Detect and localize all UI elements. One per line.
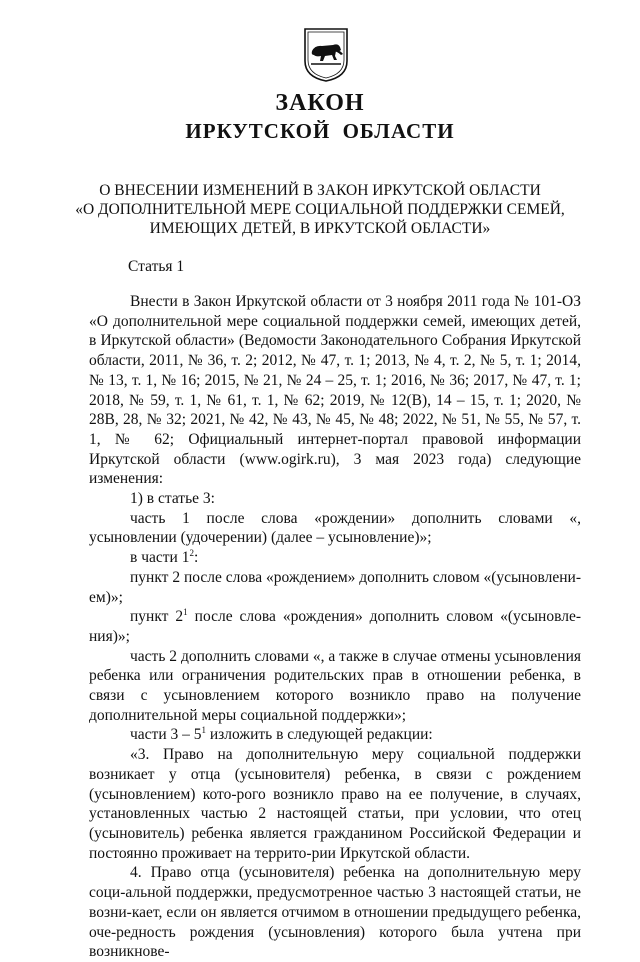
part-1-2-heading: в части $1^2$: xyxy=(130,548,199,567)
subtitle-line-2: «О ДОПОЛНИТЕЛЬНОЙ МЕРЕ СОЦИАЛЬНОЙ ПОДДЕРЖКИ СЕМЕЙ, xyxy=(75,201,565,218)
law-title: ЗАКОН xyxy=(275,90,365,116)
part-2-amendment: часть 2 дополнить словами «, а также в случае отмены усыновления ребенка или ограничения родительских прав в отношении ребенка, в связи с усыновлением которого возникло право на получение дополнительной меры социальной поддержки»; xyxy=(89,647,581,724)
subtitle-line-3: ИМЕЮЩИХ ДЕТЕЙ, В ИРКУТСКОЙ ОБЛАСТИ» xyxy=(149,220,491,237)
intro-paragraph: Внести в Закон Иркутской области от 3 ноября 2011 года № 101-ОЗ «О дополнительной мере социальной поддержки семей, имеющих детей, в Иркутской области» (Ведомости Законодательного Собрания Иркутской области, 2011, № 36, т. 2; 2012, № 47, т. 1; 2013, № 4, т. 2, № 5, т. 1; 2014, № 13, т. 1, № 16; 2015, № 21, № 24 – 25, т. 1; 2016, № 36; 2017, № 47, т. 1; 2018, № 59, т. 1, № 61, т. 1, № 62; 2019, № 12(В), 14 – 15, т. 1; 2020, № 28В, 28, № 32; 2021, № 42, № 43, № 45, № 48; 2022, № 51, № 55, № 57, т. 1, № 62; Официальный интернет-портал правовой информации Иркутской области (www.ogirk.ru), 3 мая 2023 года) следующие изменения: xyxy=(89,293,581,488)
parts-3-5-heading: части $3 - 5^1$ изложить в следующей редакции: xyxy=(130,725,433,744)
part-1-amendment: часть 1 после слова «рождении» дополнить словами «, усыновлении (удочерении) (далее – усыновление)»; xyxy=(89,509,581,547)
paragraph-3: «3. Право на дополнительную меру социальной поддержки возникает у отца (усыновителя) ребенка, в связи с рождением (усыновлением) кото-рого возникло право на ее получение, в случаях, установленных частью 2 настоящей статьи, при условии, что отец (усыновитель) ребенка является гражданином Российской Федерации и постоянно проживает на террито-рии Иркутской области. xyxy=(89,746,581,862)
region-title: ИРКУТСКОЙ ОБЛАСТИ xyxy=(185,119,455,143)
item-1: 1) в статье 3: xyxy=(130,490,215,508)
subtitle-line-1: О ВНЕСЕНИИ ИЗМЕНЕНИЙ В ЗАКОН ИРКУТСКОЙ ОБЛАСТИ xyxy=(99,182,541,199)
law-body xyxy=(89,292,581,962)
point-2-1-amendment: пункт $2^1$ после слова «рождения» дополнить словом «(усыновле-ния)»; xyxy=(89,607,581,645)
article-heading: Статья 1 xyxy=(128,258,185,275)
point-2-amendment: пункт 2 после слова «рождением» дополнить словом «(усыновлени-ем)»; xyxy=(89,568,581,606)
paragraph-4: 4. Право отца (усыновителя) ребенка на дополнительную меру соци-альной поддержки, предусмотренное частью 3 настоящей статьи, не возни-кает, если он является отчимом в отношении предыдущего ребенка, оче-редность рождения (усыновления) которого была учтена при возникнове- xyxy=(89,864,581,961)
irkutsk-coat-of-arms-icon xyxy=(303,27,349,83)
